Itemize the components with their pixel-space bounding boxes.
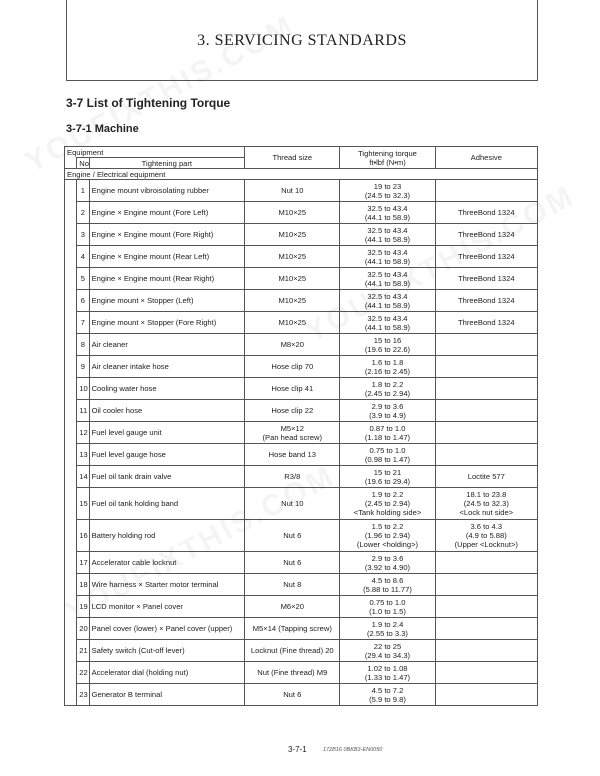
cell-thread-size-line: M10×25	[278, 230, 307, 239]
table-row	[65, 618, 538, 640]
cell-torque-line: (5.88 to 11.77)	[363, 584, 412, 594]
cell-torque	[340, 312, 435, 334]
cell-torque-line: (44.1 to 58.9)	[364, 322, 411, 332]
cell-thread-size-line: Nut 6	[283, 558, 302, 567]
cell-no: 22	[77, 662, 89, 684]
torque-table-body	[65, 147, 538, 706]
row-indent	[65, 400, 77, 422]
cell-torque-line: 32.5 to 43.4	[367, 291, 408, 301]
cell-thread-size	[245, 246, 340, 268]
cell-adhesive	[435, 466, 537, 488]
table-row	[65, 312, 538, 334]
cell-torque	[340, 618, 435, 640]
table-row	[65, 246, 538, 268]
cell-torque-line: (2.16 to 2.45)	[364, 366, 411, 376]
page-title: 3. SERVICING STANDARDS	[197, 32, 407, 49]
row-indent	[65, 444, 77, 466]
cell-adhesive	[435, 246, 537, 268]
cell-adhesive	[435, 574, 537, 596]
row-indent	[65, 574, 77, 596]
cell-adhesive	[435, 596, 537, 618]
cell-part: Safety switch (Cut-off lever)	[89, 640, 245, 662]
table-row	[65, 640, 538, 662]
cell-thread-size-line: Nut (Fine thread) M9	[257, 668, 328, 677]
cell-no: 20	[77, 618, 89, 640]
cell-thread-size	[245, 552, 340, 574]
cell-adhesive	[435, 618, 537, 640]
cell-thread-size-line: (Pan head screw)	[262, 432, 323, 442]
row-indent	[65, 684, 77, 706]
cell-adhesive	[435, 684, 537, 706]
row-indent	[65, 378, 77, 400]
table-row	[65, 400, 538, 422]
cell-no: 5	[77, 268, 89, 290]
cell-adhesive-line: ThreeBond 1324	[458, 252, 515, 261]
cell-torque-line: (2.55 to 3.3)	[367, 628, 408, 638]
cell-thread-size	[245, 618, 340, 640]
cell-torque-line: (44.1 to 58.9)	[364, 256, 411, 266]
cell-torque-line: 19 to 23	[373, 181, 402, 191]
cell-thread-size-line: M5×12	[280, 423, 304, 433]
cell-thread-size-line: Hose clip 70	[271, 362, 314, 371]
cell-torque	[340, 552, 435, 574]
cell-part: Battery holding rod	[89, 520, 245, 552]
cell-thread-size	[245, 356, 340, 378]
table-row	[65, 684, 538, 706]
cell-no: 17	[77, 552, 89, 574]
cell-torque-line: 32.5 to 43.4	[367, 247, 408, 257]
header-torque-line2: ft•lbf (N•m)	[369, 157, 406, 167]
cell-thread-size-line: Nut 10	[281, 186, 304, 195]
table-row	[65, 224, 538, 246]
table-row	[65, 378, 538, 400]
cell-no: 19	[77, 596, 89, 618]
cell-adhesive-line: (Upper <Locknut>)	[454, 540, 518, 549]
header-thread-size: Thread size	[245, 147, 340, 169]
cell-torque-line: 15 to 21	[373, 467, 402, 477]
cell-torque-line: 1.9 to 2.2	[371, 490, 404, 499]
row-indent	[65, 552, 77, 574]
cell-no: 15	[77, 488, 89, 520]
cell-adhesive-line: (4.9 to 5.88)	[465, 531, 507, 540]
cell-torque-line: 1.9 to 2.4	[371, 619, 404, 629]
cell-adhesive-line: ThreeBond 1324	[458, 318, 515, 327]
cell-torque-line: 32.5 to 43.4	[367, 225, 408, 235]
cell-no: 10	[77, 378, 89, 400]
cell-part: Air cleaner intake hose	[89, 356, 245, 378]
cell-part: Generator B terminal	[89, 684, 245, 706]
cell-part: Fuel oil tank holding band	[89, 488, 245, 520]
cell-torque	[340, 444, 435, 466]
row-indent	[65, 356, 77, 378]
cell-torque	[340, 180, 435, 202]
row-indent	[65, 520, 77, 552]
cell-adhesive	[435, 662, 537, 684]
cell-thread-size-line: M10×25	[278, 208, 307, 217]
cell-part: Engine × Engine mount (Fore Right)	[89, 224, 245, 246]
cell-torque	[340, 466, 435, 488]
cell-thread-size-line: M10×25	[278, 274, 307, 283]
table-row	[65, 552, 538, 574]
cell-torque-line: (0.98 to 1.47)	[364, 454, 411, 464]
cell-adhesive-line: ThreeBond 1324	[458, 230, 515, 239]
cell-torque-line: (19.6 to 22.6)	[364, 344, 411, 354]
header-box	[66, 0, 538, 81]
cell-torque	[340, 520, 435, 552]
cell-adhesive-line: (24.5 to 32.3)	[463, 499, 509, 508]
cell-no: 11	[77, 400, 89, 422]
cell-thread-size	[245, 180, 340, 202]
cell-part: Fuel level gauge unit	[89, 422, 245, 444]
cell-no: 4	[77, 246, 89, 268]
cell-adhesive	[435, 224, 537, 246]
cell-part: Engine × Engine mount (Fore Left)	[89, 202, 245, 224]
cell-torque-line: (1.33 to 1.47)	[364, 672, 411, 682]
cell-thread-size	[245, 574, 340, 596]
cell-thread-size	[245, 268, 340, 290]
cell-part: Panel cover (lower) × Panel cover (upper)	[89, 618, 245, 640]
cell-torque	[340, 640, 435, 662]
cell-thread-size-line: M10×25	[278, 252, 307, 261]
cell-torque-line: (2.45 to 2.94)	[364, 499, 411, 508]
cell-no: 13	[77, 444, 89, 466]
cell-adhesive	[435, 180, 537, 202]
cell-adhesive-line: ThreeBond 1324	[458, 274, 515, 283]
cell-thread-size-line: Locknut (Fine thread) 20	[250, 646, 334, 655]
row-indent	[65, 246, 77, 268]
cell-thread-size	[245, 400, 340, 422]
cell-thread-size-line: M10×25	[278, 296, 307, 305]
cell-no: 9	[77, 356, 89, 378]
header-indent	[65, 158, 77, 169]
cell-no: 23	[77, 684, 89, 706]
table-row	[65, 444, 538, 466]
cell-no: 1	[77, 180, 89, 202]
cell-part: Engine × Engine mount (Rear Right)	[89, 268, 245, 290]
cell-thread-size-line: Hose band 13	[268, 450, 316, 459]
header-adhesive: Adhesive	[435, 147, 537, 169]
cell-adhesive	[435, 422, 537, 444]
cell-thread-size	[245, 444, 340, 466]
cell-part: Engine × Engine mount (Rear Left)	[89, 246, 245, 268]
cell-part: Wire harness × Starter motor terminal	[89, 574, 245, 596]
row-indent	[65, 180, 77, 202]
cell-thread-size-line: Hose clip 22	[271, 406, 314, 415]
table-row	[65, 334, 538, 356]
cell-adhesive	[435, 640, 537, 662]
cell-torque-line: <Tank holding side>	[353, 508, 422, 517]
cell-torque-line: (3.92 to 4.90)	[364, 562, 411, 572]
table-row	[65, 466, 538, 488]
cell-no: 18	[77, 574, 89, 596]
cell-torque-line: (3.9 to 4.9)	[369, 410, 406, 420]
cell-thread-size	[245, 334, 340, 356]
cell-adhesive-line: ThreeBond 1324	[458, 208, 515, 217]
cell-adhesive	[435, 552, 537, 574]
cell-part: LCD monitor × Panel cover	[89, 596, 245, 618]
cell-torque	[340, 334, 435, 356]
table-row	[65, 488, 538, 520]
cell-torque	[340, 596, 435, 618]
group-label: Engine / Electrical equipment	[65, 169, 538, 180]
section-title: 3-7 List of Tightening Torque	[66, 96, 231, 110]
cell-no: 14	[77, 466, 89, 488]
cell-thread-size-line: M5×14 (Tapping screw)	[252, 624, 332, 633]
cell-torque-line: 1.8 to 2.2	[371, 379, 404, 389]
cell-part: Accelerator cable locknut	[89, 552, 245, 574]
cell-torque-line: 0.75 to 1.0	[369, 597, 406, 607]
cell-thread-size	[245, 520, 340, 552]
cell-adhesive	[435, 356, 537, 378]
cell-torque-line: (5.9 to 9.8)	[369, 694, 406, 704]
cell-part: Fuel oil tank drain valve	[89, 466, 245, 488]
cell-torque	[340, 378, 435, 400]
cell-thread-size	[245, 290, 340, 312]
cell-torque-line: 4.5 to 8.6	[371, 575, 404, 585]
cell-part: Air cleaner	[89, 334, 245, 356]
cell-thread-size	[245, 488, 340, 520]
cell-adhesive-line: Loctite 577	[467, 472, 505, 481]
cell-adhesive	[435, 268, 537, 290]
row-indent	[65, 640, 77, 662]
cell-torque-line: (19.6 to 29.4)	[364, 476, 411, 486]
cell-torque	[340, 268, 435, 290]
cell-thread-size	[245, 378, 340, 400]
cell-torque-line: 4.5 to 7.2	[371, 685, 404, 695]
subsection-title: 3-7-1 Machine	[66, 123, 139, 135]
header-equipment: Equipment	[65, 147, 245, 158]
cell-thread-size	[245, 662, 340, 684]
row-indent	[65, 618, 77, 640]
cell-torque	[340, 684, 435, 706]
row-indent	[65, 662, 77, 684]
cell-torque-line: 2.9 to 3.6	[371, 401, 404, 411]
cell-thread-size	[245, 596, 340, 618]
table-row	[65, 662, 538, 684]
cell-part: Oil cooler hose	[89, 400, 245, 422]
cell-torque-line: (44.1 to 58.9)	[364, 234, 411, 244]
torque-table	[64, 146, 538, 706]
cell-no: 7	[77, 312, 89, 334]
cell-thread-size-line: R3/8	[284, 472, 301, 481]
cell-torque-line: (1.0 to 1.5)	[369, 606, 406, 616]
cell-no: 2	[77, 202, 89, 224]
cell-torque-line: (Lower <holding>)	[356, 540, 419, 549]
cell-torque	[340, 400, 435, 422]
header-torque	[340, 147, 435, 169]
cell-part: Engine mount vibroisolating rubber	[89, 180, 245, 202]
cell-torque-line: (2.45 to 2.94)	[364, 388, 411, 398]
cell-torque	[340, 574, 435, 596]
cell-torque-line: (44.1 to 58.9)	[364, 278, 411, 288]
table-row	[65, 268, 538, 290]
page-number: 3-7-1	[288, 745, 307, 754]
row-indent	[65, 224, 77, 246]
cell-torque	[340, 224, 435, 246]
cell-thread-size	[245, 202, 340, 224]
cell-torque-line: (1.96 to 2.94)	[364, 531, 411, 540]
cell-thread-size-line: Nut 6	[283, 690, 302, 699]
header-row	[65, 147, 538, 158]
row-indent	[65, 290, 77, 312]
cell-adhesive	[435, 290, 537, 312]
cell-torque-line: (1.18 to 1.47)	[364, 432, 411, 442]
row-indent	[65, 312, 77, 334]
cell-torque-line: 0.75 to 1.0	[369, 445, 406, 455]
cell-thread-size-line: M8×20	[280, 340, 304, 349]
cell-adhesive	[435, 520, 537, 552]
cell-torque	[340, 422, 435, 444]
cell-part: Engine mount × Stopper (Fore Right)	[89, 312, 245, 334]
cell-part: Fuel level gauge hose	[89, 444, 245, 466]
row-indent	[65, 422, 77, 444]
cell-thread-size-line: M10×25	[278, 318, 307, 327]
cell-torque-line: 2.9 to 3.6	[371, 553, 404, 563]
cell-torque-line: 32.5 to 43.4	[367, 313, 408, 323]
cell-adhesive-line: 3.6 to 4.3	[470, 522, 503, 531]
cell-torque-line: 32.5 to 43.4	[367, 203, 408, 213]
cell-torque	[340, 202, 435, 224]
cell-torque	[340, 356, 435, 378]
cell-adhesive	[435, 312, 537, 334]
cell-thread-size-line: Hose clip 41	[271, 384, 314, 393]
cell-torque-line: 1.6 to 1.8	[371, 357, 404, 367]
header-torque-line1: Tightening torque	[358, 148, 417, 158]
table-row	[65, 422, 538, 444]
row-indent	[65, 466, 77, 488]
cell-thread-size-line: M6×20	[280, 602, 304, 611]
cell-no: 12	[77, 422, 89, 444]
cell-adhesive-line: 18.1 to 23.8	[466, 490, 507, 499]
table-row	[65, 202, 538, 224]
cell-thread-size	[245, 422, 340, 444]
cell-torque-line: (44.1 to 58.9)	[364, 300, 411, 310]
cell-torque	[340, 290, 435, 312]
cell-no: 6	[77, 290, 89, 312]
cell-adhesive	[435, 444, 537, 466]
cell-part: Cooling water hose	[89, 378, 245, 400]
cell-thread-size-line: Nut 6	[283, 531, 302, 540]
row-indent	[65, 268, 77, 290]
group-row	[65, 169, 538, 180]
cell-part: Engine mount × Stopper (Left)	[89, 290, 245, 312]
cell-torque	[340, 488, 435, 520]
row-indent	[65, 202, 77, 224]
cell-no: 8	[77, 334, 89, 356]
cell-thread-size	[245, 684, 340, 706]
table-row	[65, 520, 538, 552]
cell-adhesive-line: ThreeBond 1324	[458, 296, 515, 305]
table-row	[65, 596, 538, 618]
row-indent	[65, 488, 77, 520]
cell-torque-line: 1.5 to 2.2	[371, 522, 404, 531]
cell-torque-line: 1.02 to 1.08	[367, 663, 408, 673]
table-row	[65, 290, 538, 312]
cell-adhesive	[435, 334, 537, 356]
cell-no: 3	[77, 224, 89, 246]
table-row	[65, 574, 538, 596]
document-code: 172B16 0BKB3-EN0050	[323, 747, 383, 753]
row-indent	[65, 334, 77, 356]
cell-thread-size-line: Nut 8	[283, 580, 302, 589]
table-row	[65, 356, 538, 378]
cell-adhesive	[435, 202, 537, 224]
cell-torque	[340, 662, 435, 684]
cell-no: 21	[77, 640, 89, 662]
cell-adhesive	[435, 400, 537, 422]
cell-torque-line: (29.4 to 34.3)	[364, 650, 411, 660]
table-row	[65, 180, 538, 202]
header-part: Tightening part	[89, 158, 245, 169]
cell-torque-line: 22 to 25	[373, 641, 402, 651]
cell-thread-size	[245, 466, 340, 488]
cell-no: 16	[77, 520, 89, 552]
cell-torque-line: (24.5 to 32.3)	[364, 190, 411, 200]
cell-torque-line: 0.87 to 1.0	[369, 423, 406, 433]
cell-thread-size	[245, 312, 340, 334]
cell-thread-size	[245, 640, 340, 662]
cell-adhesive	[435, 488, 537, 520]
header-no: No	[77, 158, 89, 169]
row-indent	[65, 596, 77, 618]
cell-torque-line: 32.5 to 43.4	[367, 269, 408, 279]
cell-thread-size-line: Nut 10	[281, 499, 304, 508]
cell-thread-size	[245, 224, 340, 246]
cell-part: Accelerator dial (holding nut)	[89, 662, 245, 684]
cell-torque-line: (44.1 to 58.9)	[364, 212, 411, 222]
cell-adhesive	[435, 378, 537, 400]
cell-torque-line: 15 to 16	[373, 335, 402, 345]
cell-torque	[340, 246, 435, 268]
cell-adhesive-line: <Lock nut side>	[459, 508, 514, 517]
